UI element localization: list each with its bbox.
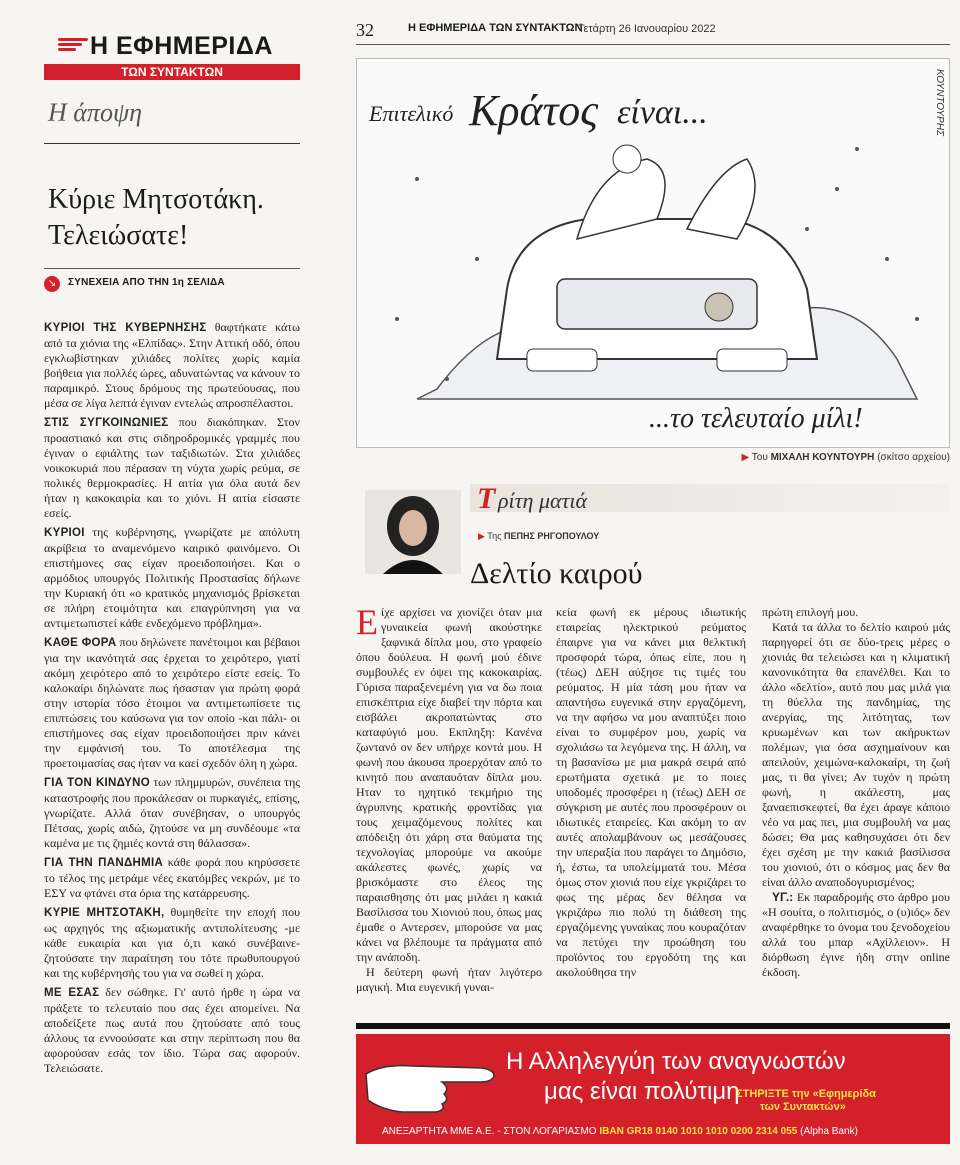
- opinion-column: [44, 0, 300, 1165]
- paragraph: ΚΥΡΙΕ ΜΗΤΣΟΤΑΚΗ, θυμηθείτε την εποχή που ως αρχηγός της αξιωματικής αντιπολίτευσης -με κάθε ευκαιρία και για ό,τι κακό συνέβαινε- ζητούσατε την παραίτηση του τότε πρωθυπουργού και της κυβέρνησής του για να σωθεί η χώρα.: [44, 905, 301, 980]
- article-column-3: πρώτη επιλογή μου. Κατά τα άλλα το δελτίο καιρού μάς παρηγορεί ότι σε δύο-τρεις μέρες ο χιονιάς θα τελειώσει και η κλιματική κανονικότητα θα επανέλθει. Και το άλλο «δελτίο», αυτό που μας μιλά για τη θύελλα της πανδημίας, της ανεργίας, της λιτότητας, των κρυωμένων και των ακήρυκτων πολέμων, για όσα ασχημαίνουν και απειλούν, χειμώνα-καλοκαίρι, τη ζωή μας, τι θα γίνει; Αν τυχόν η πρώτη φωνή, η ακάλεστη, μας ξαναεπισκεφτεί, θα έχει άραγε κάποιο νέο να μας πει, μια συμβουλή να μας δώσει; Θα μας καθησυχάσει ότι δεν έχει σχέση με την κακιά βασίλισσα του χιονιού, ότι ο κόσμος μας δεν θα είναι άλλο αναποδογυρισμένος; ΥΓ.: Εκ παραδρομής στο άρθρο μου «Η σουίτα, ο πολιτισμός, ο (υ)ιός» δεν αναφέρθηκε το όνομα του ξενοδοχείου αλλά του μπαρ «Αχίλλειον». Η διόρθωση έγινε ήδη στην online έκδοση.: [762, 605, 950, 979]
- divider: [356, 44, 950, 45]
- ad-headline-2: μας είναι πολύτιμη: [544, 1078, 740, 1105]
- headline-line-2: Τελειώσατε!: [48, 220, 189, 251]
- paragraph: ΓΙΑ ΤΗΝ ΠΑΝΔΗΜΙΑ κάθε φορά που κηρύσσετε το τέλος της μετράμε νέες εκατόμβες νεκρών, με το ΕΣΥ να φτάνει στα όρια της κατάρρευσης.: [44, 855, 300, 900]
- page-number: 32: [356, 20, 374, 40]
- author-portrait-icon: [365, 490, 461, 574]
- driver-face: [705, 293, 733, 321]
- divider: [356, 1023, 950, 1029]
- paragraph: ΜΕ ΕΣΑΣ δεν σώθηκε. Γι' αυτό ήρθε η ώρα να πράξετε το τελευταίο που σας έχει απομείνει. Να αποδείξετε πως αυτά που ζητούσατε από τους άλλους τα εννοούσατε και στην περίπτωση που θα αφορούσαν εσάς τον ίδιο. Τώρα σας αφορούν. Τελειώσατε.: [44, 985, 300, 1075]
- byline: ▶ Της ΠΕΠΗΣ ΡΗΓΟΠΟΥΛΟΥ: [478, 531, 600, 541]
- article-column-1: Είχε αρχίσει να χιονίζει όταν μια γυναικεία φωνή ακούστηκε ξαφνικά δίπλα μου, στο γραφείο όπου δούλευα. Η φωνή μού έδινε συμβουλές εν όψει της κακοκαιρίας. Γύρισα παραξενεμένη για να δω ποια επισκέπτρια είχε διαβεί την πόρτα και εισβάλει ακροπατώντας στο καταφύγιό μου. Εκπληξη: Κανένα ζωντανό ον δεν υπήρχε κοντά μου. Η φωνή που άκουσα προερχόταν από το κινητό που αναπαυόταν δίπλα μου. Ηταν το ηχητικό τεκμήριο της άγρυπνης κρατικής φροντίδας για τους χειμαζόμενους πολίτες και απόδειξη ότι χάρη στα θαύματα της τεχνολογίας μπορούμε να ακούμε ακάλεστες φωνές, χωρίς να βρισκόμαστε στο έλεος της παραισθησης ότι μας μιλάει η κακιά Βασίλισσα του Χιονιού που, όπως μας έμαθε ο Αντερσεν, μπορούσε να μας κάνει να βλέπουμε τα πράγματα από την ανάποδη. Η δεύτερη φωνή ήταν λιγότερο μαγική. Μια ευγενική γυναι-: [356, 602, 542, 994]
- opinion-body: [44, 320, 300, 1080]
- column-name: ρίτη ματιά: [498, 488, 588, 513]
- drop-cap: Ε: [356, 602, 378, 642]
- paragraph: ΓΙΑ ΤΟΝ ΚΙΝΔΥΝΟ των πλημμυρών, συνέπεια της καταστροφής που προκάλεσαν οι πυρκαγιές, επίσης, γνωρίζατε. Αλλά όταν συνέβησαν, ο υπουργός Πέτσας, χωρίς αιδώ, ζητούσε να μη συνδέουμε «τα καμένα με τις ζημιές κοντά στη θάλασσα».: [44, 775, 300, 850]
- cartoon-credit: ▶ Του ΜΙΧΑΛΗ ΚΟΥΝΤΟΥΡΗ (σκίτσο αρχείου): [741, 452, 950, 463]
- logo-title: Η ΕΦΗΜΕΡΙΔΑ: [90, 32, 273, 60]
- paragraph: ΚΥΡΙΟΙ ΤΗΣ ΚΥΒΕΡΝΗΣΗΣ θαφτήκατε κάτω από τα χιόνια της «Ελπίδας». Στην Αττική οδό, όπου εγκλωβίστηκαν χιλιάδες πολίτες χωρίς καμία βοήθεια για πολλές ώρες, αδυνατώντας να κάνουν το παραμικρό. Στους δρόμους της πρωτεύουσας, που μέσα σε λίγα λεπτά έγιναν εντελώς απροσπέλαστοι.: [44, 320, 300, 410]
- pointing-hand-icon: [362, 1044, 512, 1116]
- cartoon-caption-bottom: ...το τελευταίο μίλι!: [649, 403, 863, 434]
- cartoon-signature: ΚΟΥΝΤΟΥΡΗΣ: [934, 69, 945, 137]
- arrow-icon: ▶: [478, 531, 485, 541]
- logo-subtitle: ΤΩΝ ΣΥΝΤΑΚΤΩΝ: [44, 64, 300, 80]
- column-initial: Τ: [477, 482, 496, 515]
- cartoon-drawing: [357, 59, 949, 447]
- divider: [44, 143, 300, 144]
- ad-headline-1: Η Αλληλεγγύη των αναγνωστών: [506, 1048, 846, 1075]
- cartoon-caption-1: Επιτελικό: [369, 101, 454, 126]
- header-date: Τετάρτη 26 Ιανουαρίου 2022: [578, 23, 716, 35]
- divider: [44, 268, 300, 269]
- article-title: Δελτίο καιρού: [470, 557, 643, 590]
- figure-head: [613, 145, 641, 173]
- ad-support: ΣΤΗΡΙΞΤΕ την «Εφημερίδα των Συντακτών»: [736, 1088, 876, 1113]
- donation-banner[interactable]: [356, 1034, 950, 1144]
- paragraph: ΣΤΙΣ ΣΥΓΚΟΙΝΩΝΙΕΣ που διακόπηκαν. Στον προαστιακό και στις σιδηροδρομικές γραμμές που έγιναν ο εφιάλτης των ταξιδιωτών. Στα χιλιάδες νοικοκυριά που πέρασαν τη νύχτα χωρίς ρεύμα, σε πολικές θερμοκρασίες. Η αιτία για όλα αυτά δεν ήταν η κακοκαιρία και το χιόνι. Η αιτία είσαστε εσείς.: [44, 415, 300, 520]
- car-headlight: [527, 349, 597, 371]
- author-photo: [365, 490, 461, 574]
- logo-streaks-icon: [58, 38, 88, 52]
- opinion-headline: [48, 182, 300, 254]
- continued-label: ΣΥΝΕΧΕΙΑ ΑΠΟ ΤΗΝ 1η ΣΕΛΙΔΑ: [68, 277, 225, 288]
- cartoon-caption-3: είναι...: [617, 94, 708, 131]
- masthead-logo[interactable]: [44, 26, 300, 78]
- header-paper-name: Η ΕΦΗΜΕΡΙΔΑ ΤΩΝ ΣΥΝΤΑΚΤΩΝ: [408, 22, 583, 34]
- paragraph: ΚΑΘΕ ΦΟΡΑ που δηλώνετε πανέτοιμοι και βέβαιοι για την ικανότητά σας έρχεται το χειρότερο, γιατί ακόμη χειρότερο από το χειρότερο είστε εσείς. Το καλοκαίρι δηλώνατε πως ήσασταν για πρώτη φορά στην ιστορία τόσο έτοιμοι να αντιμετωπίσετε τις επιπτώσεις του καύσωνα για τον οποίο -και πάλι- οι επιστήμονες σας είχαν προειδοποιήσει πριν κάνει την εμφάνισή του. Το αποτέλεσμα της προετοιμασίας σας ήταν να καεί σχεδόν όλη η χώρα.: [44, 635, 300, 770]
- arrow-icon: ↘: [44, 276, 60, 292]
- car-headlight: [717, 349, 787, 371]
- editorial-cartoon: [356, 58, 950, 448]
- headline-line-1: Κύριε Μητσοτάκη.: [48, 184, 264, 215]
- article-column-2: κεία φωνή εκ μέρους ιδιωτικής εταιρείας ηλεκτρικού ρεύματος έπαιρνε για να κάνει μια θελκτική προσφορά τώρα, όπως είπε, που η (τέως) ΔΕΗ αύξησε τις τιμές του ρεύματος. Η μία τάση μου ήταν να απαντήσω ευγενικά στην εργαζόμενη, να την αφήσω να μου αναπτύξει ποιο είναι το συμφέρον μου, χωρίς να σχολιάσω τα λεγόμενα της. Η άλλη, να τη βασανίσω με μια μακρά σειρά από ερωτήματα σχετικά με το ποιες υποδομές προσφέρει η (τέως) ΔΕΗ σε σύγκριση με αυτές που προσφέρουν οι ιδιωτικές εταιρείες. Και ακόμη το αν αυτές απολαμβάνουν ως μεσάζουσες την υπεραξία που παράγει το Δημόσιο, ή, έστω, τα υπολείμματά του. Μέσα όμως στον χιονιά που είχε γκριζάρει το φως της μέρας δεν θέλησα να γκριζάρω πιο πολύ τη διάθεση της εργαζόμενης γυναίκας που κουραζόταν να πετύχει την προώθηση του προϊόντος του εργοδότη της και ακολούθησα την: [556, 605, 746, 979]
- cartoon-caption-2: Κράτος: [469, 86, 599, 135]
- continued-from-link[interactable]: [44, 276, 300, 292]
- paragraph: ΚΥΡΙΟΙ της κυβέρνησης, γνωρίζατε με απόλυτη ακρίβεια το αναμενόμενο καιρικό φαινόμενο. Οι επιστήμονες σας είχαν προειδοποιήσει. Και ο αρμόδιος υπουργός Πολιτικής Προστασίας δήλωνε την Κυριακή ότι «ο κρατικός μηχανισμός βρίσκεται σε πλήρη ετοιμότητα και επαγρύπνηση για να αντιμετωπιστεί κάθε ενδεχόμενο πρόβλημα».: [44, 525, 300, 630]
- ad-iban-line: ΑΝΕΞΑΡΤΗΤΑ ΜΜΕ Α.Ε. - ΣΤΟΝ ΛΟΓΑΡΙΑΣΜΟ IBAN GR18 0140 1010 1010 0200 2314 055 (Alpha Bank): [382, 1126, 858, 1137]
- arrow-icon: ▶: [741, 452, 750, 463]
- section-label: Η άποψη: [48, 98, 142, 127]
